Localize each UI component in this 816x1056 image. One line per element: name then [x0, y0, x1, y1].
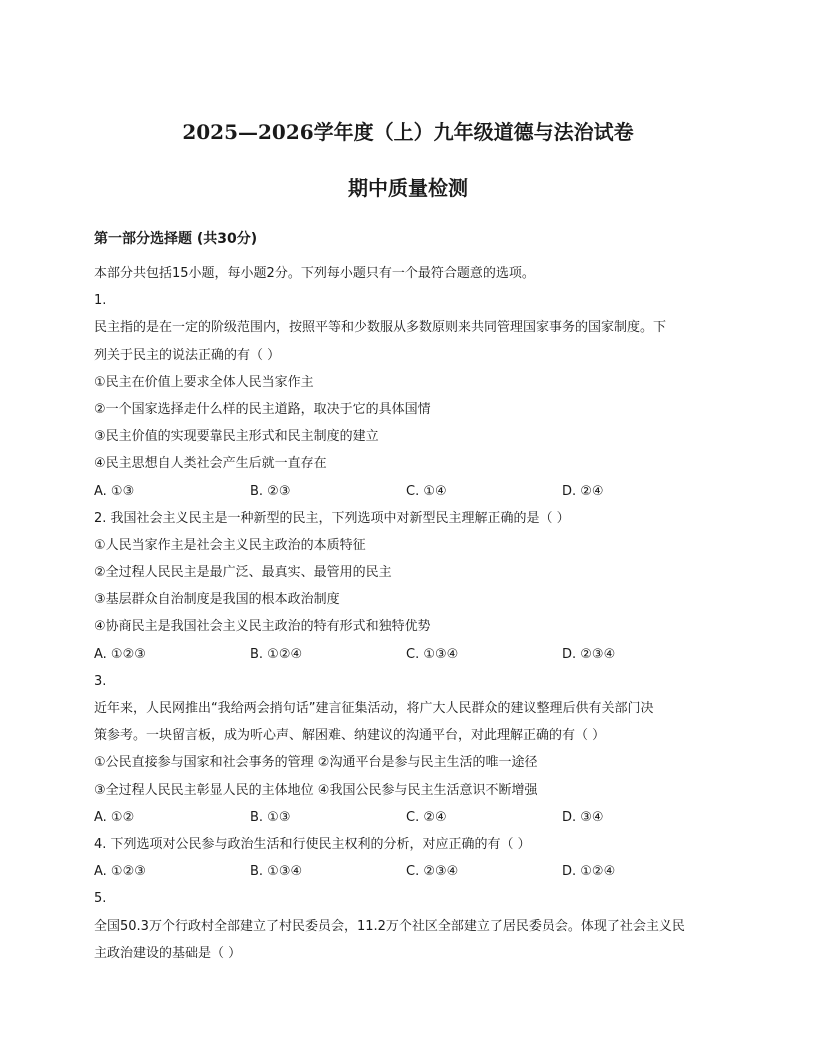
q2-statement-3: ③基层群众自治制度是我国的根本政治制度: [94, 592, 340, 608]
q3-statement-2: ③全过程人民民主彰显人民的主体地位 ④我国公民参与民主生活意识不断增强: [94, 782, 538, 798]
exam-subtitle: 期中质量检测: [348, 176, 468, 200]
q1-number: 1.: [94, 293, 107, 309]
q4-option-a: A. ①②③: [94, 864, 146, 880]
q1-option-c: C. ①④: [406, 483, 447, 499]
q1-option-d: D. ②④: [562, 483, 604, 499]
q3-option-c: C. ②④: [406, 809, 447, 825]
exam-title: 2025—2026学年度（上）九年级道德与法治试卷: [182, 120, 634, 144]
q4-option-b: B. ①③④: [250, 864, 303, 880]
q1-stem-line1: 民主指的是在一定的阶级范围内，按照平等和少数服从多数原则来共同管理国家事务的国家制度。下: [94, 320, 667, 336]
q4-options: [94, 858, 724, 885]
q1-option-a: A. ①③: [94, 483, 135, 499]
q3-option-b: B. ①③: [250, 809, 291, 825]
q3-number: 3.: [94, 673, 107, 689]
q5-stem-line1: 全国50.3万个行政村全部建立了村民委员会，11.2万个社区全部建立了居民委员会。体现了社会主义民: [94, 918, 685, 934]
q3-option-d: D. ③④: [562, 809, 604, 825]
q3-stem-line1: 近年来，人民网推出“我给两会捎句话”建言征集活动，将广大人民群众的建议整理后供有关部门决: [94, 701, 654, 716]
q5-number: 5.: [94, 891, 107, 907]
section-heading: 第一部分选择题 (共30分): [94, 231, 258, 247]
q2-option-a: A. ①②③: [94, 646, 146, 662]
q2-statement-4: ④协商民主是我国社会主义民主政治的特有形式和独特优势: [94, 619, 431, 635]
q2-stem: 2. 我国社会主义民主是一种新型的民主，下列选项中对新型民主理解正确的是（ ）: [94, 510, 570, 526]
q3-statement-1: ①公民直接参与国家和社会事务的管理 ②沟通平台是参与民主生活的唯一途径: [94, 755, 538, 771]
q3-option-a: A. ①②: [94, 809, 135, 825]
q1-statement-4: ④民主思想自人类社会产生后就一直存在: [94, 456, 327, 472]
question-body: [94, 260, 724, 967]
q2-option-b: B. ①②④: [250, 646, 303, 662]
section-intro: 本部分共包括15小题，每小题2分。下列每小题只有一个最符合题意的选项。: [94, 266, 535, 281]
q3-options: [94, 804, 724, 831]
q2-statement-1: ①人民当家作主是社会主义民主政治的本质特征: [94, 537, 366, 553]
q3-stem-line2: 策参考。一块留言板，成为听心声、解困难、纳建议的沟通平台，对此理解正确的有（ ）: [94, 728, 606, 744]
q1-stem-line2: 列关于民主的说法正确的有（ ）: [94, 347, 281, 363]
q4-option-c: C. ②③④: [406, 864, 459, 880]
q1-statement-2: ②一个国家选择走什么样的民主道路，取决于它的具体国情: [94, 401, 431, 417]
q1-option-b: B. ②③: [250, 483, 291, 499]
q5-stem-line2: 主政治建设的基础是（ ）: [94, 945, 242, 961]
q4-option-d: D. ①②④: [562, 864, 616, 880]
q2-option-c: C. ①③④: [406, 646, 459, 662]
q1-options: [94, 478, 724, 505]
q2-statement-2: ②全过程人民民主是最广泛、最真实、最管用的民主: [94, 565, 392, 581]
q1-statement-3: ③民主价值的实现要靠民主形式和民主制度的建立: [94, 429, 379, 445]
q2-option-d: D. ②③④: [562, 646, 616, 662]
q1-statement-1: ①民主在价值上要求全体人民当家作主: [94, 374, 314, 390]
q4-stem: 4. 下列选项对公民参与政治生活和行使民主权利的分析，对应正确的有（ ）: [94, 836, 531, 852]
q2-options: [94, 641, 724, 668]
